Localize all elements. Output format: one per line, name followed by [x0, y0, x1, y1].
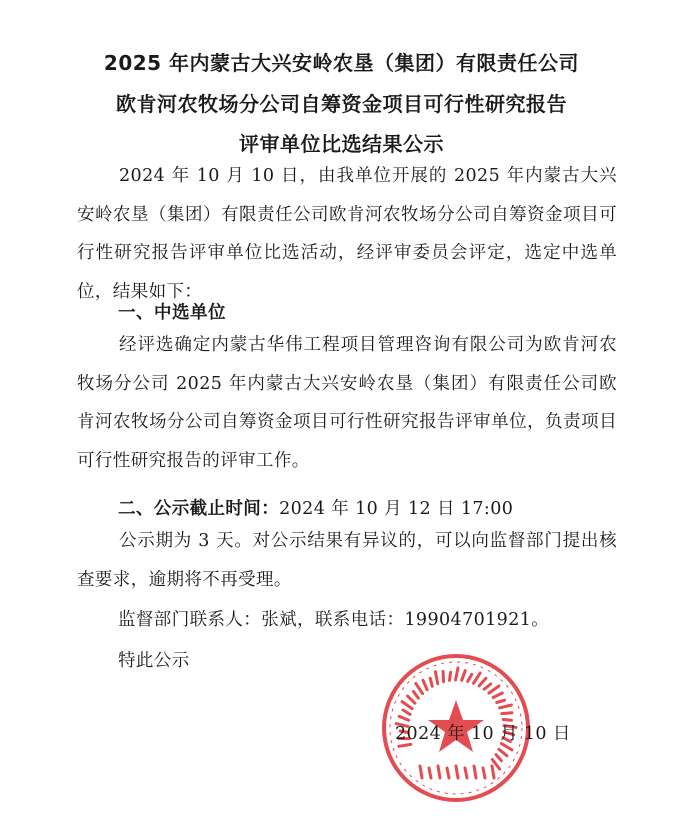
deadline-label: 二、公示截止时间： — [118, 499, 280, 519]
document-title-line-1: 2025 年内蒙古大兴安岭农垦（集团）有限责任公司 — [103, 51, 580, 75]
signature-date: 2024 年 10 月 10 日 — [395, 724, 571, 744]
publicity-period-paragraph: 公示期为 3 天。对公示结果有异议的，可以向监督部门提出核查要求，逾期将不再受理。 — [77, 531, 617, 590]
section-2-heading — [118, 495, 513, 520]
deadline-value: 2024 年 10 月 12 日 17:00 — [279, 499, 514, 519]
document-title-line-2: 欧肯河农牧场分公司自筹资金项目可行性研究报告 — [116, 92, 567, 116]
intro-paragraph: 2024 年 10 月 10 日，由我单位开展的 2025 年内蒙古大兴安岭农垦（集团）有限责任公司欧肯河农牧场分公司自筹资金项目可行性研究报告评审单位比选活动，经评审委员会评定，选定中选单位，结果如下： — [77, 166, 617, 302]
closing-notice: 特此公示 — [118, 651, 190, 671]
section-1-body: 经评选确定内蒙古华伟工程项目管理咨询有限公司为欧肯河农牧场分公司 2025 年内蒙古大兴安岭农垦（集团）有限责任公司欧肯河农牧场分公司自筹资金项目可行性研究报告评审单位，负责项目可行性研究报告的评审工作。 — [77, 335, 617, 471]
section-1-heading: 一、中选单位 — [118, 303, 226, 323]
document-title-line-3: 评审单位比选结果公示 — [239, 132, 444, 156]
supervisor-contact-line: 监督部门联系人：张斌，联系电话：19904701921。 — [118, 610, 550, 630]
